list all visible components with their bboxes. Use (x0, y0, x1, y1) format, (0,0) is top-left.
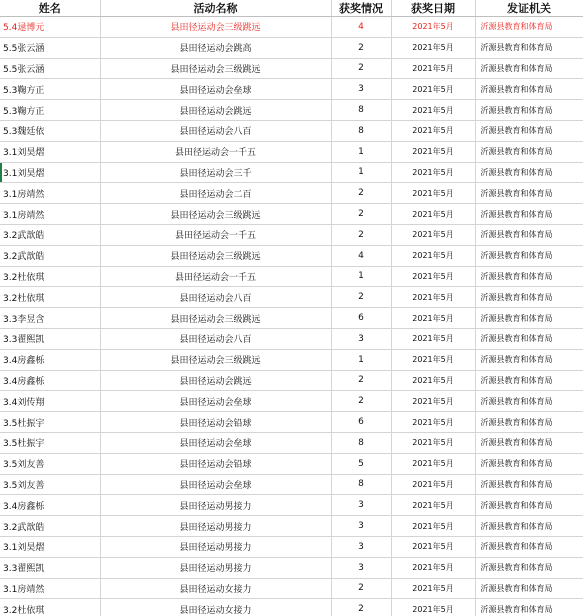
cell-date[interactable]: 2021年5月 (391, 349, 475, 370)
cell-name[interactable]: 3.2武歆皓 (0, 245, 100, 266)
cell-award[interactable]: 1 (331, 349, 391, 370)
table-row (0, 412, 583, 433)
cell-activity[interactable]: 县田径运动会一千五 (100, 266, 331, 287)
cell-issuer[interactable]: 沂源县教育和体育局 (475, 183, 583, 204)
cell-name[interactable]: 5.4逯博元 (0, 17, 100, 38)
cell-activity[interactable]: 县田径运动女接力 (100, 578, 331, 599)
cell-date[interactable]: 2021年5月 (391, 391, 475, 412)
cell-name[interactable]: 5.3鞠方正 (0, 79, 100, 100)
cell-date[interactable]: 2021年5月 (391, 17, 475, 38)
cell-issuer[interactable]: 沂源县教育和体育局 (475, 599, 583, 616)
cell-name[interactable]: 5.5张云涵 (0, 37, 100, 58)
cell-name[interactable]: 3.4房鑫栎 (0, 495, 100, 516)
cell-date[interactable]: 2021年5月 (391, 308, 475, 329)
cell-activity[interactable]: 县田径运动会垒球 (100, 391, 331, 412)
cell-issuer[interactable]: 沂源县教育和体育局 (475, 536, 583, 557)
cell-award[interactable]: 3 (331, 495, 391, 516)
cell-issuer[interactable]: 沂源县教育和体育局 (475, 245, 583, 266)
cell-activity[interactable]: 县田径运动会跳高 (100, 37, 331, 58)
table-row (0, 162, 583, 183)
cell-award[interactable]: 1 (331, 141, 391, 162)
table-row (0, 37, 583, 58)
cell-name[interactable]: 3.5杜振宇 (0, 432, 100, 453)
cell-award[interactable]: 8 (331, 120, 391, 141)
cell-name[interactable]: 3.2武歆皓 (0, 516, 100, 537)
cell-award[interactable]: 8 (331, 100, 391, 121)
cell-award[interactable]: 3 (331, 536, 391, 557)
table-row (0, 391, 583, 412)
cell-activity[interactable]: 县田径运动会八百 (100, 287, 331, 308)
cell-award[interactable]: 1 (331, 266, 391, 287)
cell-name[interactable]: 3.2武歆皓 (0, 224, 100, 245)
cell-issuer[interactable]: 沂源县教育和体育局 (475, 100, 583, 121)
cell-award[interactable]: 8 (331, 432, 391, 453)
cell-award[interactable]: 6 (331, 308, 391, 329)
table-row (0, 308, 583, 329)
cell-date[interactable]: 2021年5月 (391, 495, 475, 516)
cell-date[interactable]: 2021年5月 (391, 162, 475, 183)
cell-activity[interactable]: 县田径运动会一千五 (100, 224, 331, 245)
cell-award[interactable]: 2 (331, 204, 391, 225)
table-row (0, 599, 583, 616)
cell-date[interactable]: 2021年5月 (391, 183, 475, 204)
cell-date[interactable]: 2021年5月 (391, 432, 475, 453)
cell-issuer[interactable]: 沂源县教育和体育局 (475, 224, 583, 245)
cell-award[interactable]: 2 (331, 391, 391, 412)
cell-date[interactable]: 2021年5月 (391, 224, 475, 245)
cell-activity[interactable]: 县田径运动会一千五 (100, 141, 331, 162)
cell-award[interactable]: 2 (331, 370, 391, 391)
cell-award[interactable]: 3 (331, 79, 391, 100)
cell-activity[interactable]: 县田径运动会铅球 (100, 412, 331, 433)
cell-award[interactable]: 3 (331, 557, 391, 578)
cell-name[interactable]: 3.1刘昊熠 (0, 162, 100, 183)
table-row (0, 17, 583, 38)
table-row (0, 204, 583, 225)
cell-issuer[interactable]: 沂源县教育和体育局 (475, 287, 583, 308)
cell-date[interactable]: 2021年5月 (391, 204, 475, 225)
cell-name[interactable]: 3.1房靖然 (0, 204, 100, 225)
cell-award[interactable]: 2 (331, 287, 391, 308)
cell-name[interactable]: 3.2杜依琪 (0, 266, 100, 287)
cell-issuer[interactable]: 沂源县教育和体育局 (475, 17, 583, 38)
table-row (0, 432, 583, 453)
cell-activity[interactable]: 县田径运动男接力 (100, 536, 331, 557)
table-row (0, 100, 583, 121)
cell-activity[interactable]: 县田径运动女接力 (100, 599, 331, 616)
cell-name[interactable]: 3.5杜振宇 (0, 412, 100, 433)
cell-issuer[interactable]: 沂源县教育和体育局 (475, 349, 583, 370)
cell-activity[interactable]: 县田径运动会垒球 (100, 79, 331, 100)
header-name[interactable]: 姓名 (0, 0, 100, 17)
cell-award[interactable]: 8 (331, 474, 391, 495)
table-body (0, 17, 583, 616)
table-row (0, 578, 583, 599)
header-award[interactable]: 获奖情况 (331, 0, 391, 17)
cell-name[interactable]: 3.4刘传翔 (0, 391, 100, 412)
table-row (0, 536, 583, 557)
cell-date[interactable]: 2021年5月 (391, 100, 475, 121)
cell-date[interactable]: 2021年5月 (391, 453, 475, 474)
cell-name[interactable]: 3.4房鑫栎 (0, 349, 100, 370)
cell-activity[interactable]: 县田径运动男接力 (100, 557, 331, 578)
header-activity[interactable]: 活动名称 (100, 0, 331, 17)
table-row (0, 516, 583, 537)
cell-issuer[interactable]: 沂源县教育和体育局 (475, 474, 583, 495)
cell-date[interactable]: 2021年5月 (391, 412, 475, 433)
table-row (0, 266, 583, 287)
cell-date[interactable]: 2021年5月 (391, 474, 475, 495)
cell-award[interactable]: 6 (331, 412, 391, 433)
cell-issuer[interactable]: 沂源县教育和体育局 (475, 432, 583, 453)
cell-activity[interactable]: 县田径运动会八百 (100, 120, 331, 141)
cell-name[interactable]: 3.5刘友善 (0, 453, 100, 474)
table-row (0, 141, 583, 162)
cell-award[interactable]: 2 (331, 224, 391, 245)
table-row (0, 370, 583, 391)
cell-date[interactable]: 2021年5月 (391, 79, 475, 100)
cell-award[interactable]: 3 (331, 328, 391, 349)
cell-date[interactable]: 2021年5月 (391, 516, 475, 537)
table-row (0, 79, 583, 100)
cell-activity[interactable]: 县田径运动会三级跳远 (100, 58, 331, 79)
table-row (0, 349, 583, 370)
cell-name[interactable]: 3.1刘昊熠 (0, 141, 100, 162)
cell-activity[interactable]: 县田径运动会跳远 (100, 370, 331, 391)
cell-issuer[interactable]: 沂源县教育和体育局 (475, 578, 583, 599)
cell-date[interactable]: 2021年5月 (391, 141, 475, 162)
cell-activity[interactable]: 县田径运动会三级跳远 (100, 308, 331, 329)
table-row (0, 328, 583, 349)
cell-date[interactable]: 2021年5月 (391, 578, 475, 599)
cell-activity[interactable]: 县田径运动会三千 (100, 162, 331, 183)
cell-issuer[interactable]: 沂源县教育和体育局 (475, 120, 583, 141)
cell-date[interactable]: 2021年5月 (391, 536, 475, 557)
cell-name[interactable]: 3.1房靖然 (0, 578, 100, 599)
cell-issuer[interactable]: 沂源县教育和体育局 (475, 308, 583, 329)
cell-award[interactable]: 4 (331, 17, 391, 38)
cell-activity[interactable]: 县田径运动会三级跳远 (100, 349, 331, 370)
cell-award[interactable]: 3 (331, 516, 391, 537)
table-row (0, 183, 583, 204)
cell-name[interactable]: 3.5刘友善 (0, 474, 100, 495)
cell-name[interactable]: 5.3鞠方正 (0, 100, 100, 121)
cell-date[interactable]: 2021年5月 (391, 58, 475, 79)
table-row (0, 474, 583, 495)
table-row (0, 245, 583, 266)
table-row (0, 58, 583, 79)
cell-name[interactable]: 3.3翟熙凯 (0, 557, 100, 578)
cell-award[interactable]: 2 (331, 58, 391, 79)
header-date[interactable]: 获奖日期 (391, 0, 475, 17)
cell-award[interactable]: 2 (331, 599, 391, 616)
cell-activity[interactable]: 县田径运动会垒球 (100, 432, 331, 453)
header-row (0, 0, 583, 17)
cell-activity[interactable]: 县田径运动会三级跳远 (100, 245, 331, 266)
cell-activity[interactable]: 县田径运动会三级跳远 (100, 17, 331, 38)
cell-issuer[interactable]: 沂源县教育和体育局 (475, 141, 583, 162)
cell-award[interactable]: 1 (331, 162, 391, 183)
cell-award[interactable]: 2 (331, 37, 391, 58)
cell-award[interactable]: 5 (331, 453, 391, 474)
cell-issuer[interactable]: 沂源县教育和体育局 (475, 204, 583, 225)
cell-date[interactable]: 2021年5月 (391, 266, 475, 287)
table-row (0, 224, 583, 245)
cell-issuer[interactable]: 沂源县教育和体育局 (475, 266, 583, 287)
cell-date[interactable]: 2021年5月 (391, 245, 475, 266)
cell-issuer[interactable]: 沂源县教育和体育局 (475, 58, 583, 79)
cell-date[interactable]: 2021年5月 (391, 370, 475, 391)
cell-date[interactable]: 2021年5月 (391, 37, 475, 58)
table-row (0, 120, 583, 141)
cell-activity[interactable]: 县田径运动会垒球 (100, 474, 331, 495)
cell-activity[interactable]: 县田径运动男接力 (100, 516, 331, 537)
cell-name[interactable]: 3.2杜依琪 (0, 287, 100, 308)
cell-issuer[interactable]: 沂源县教育和体育局 (475, 412, 583, 433)
cell-name[interactable]: 3.3翟熙凯 (0, 328, 100, 349)
cell-award[interactable]: 2 (331, 183, 391, 204)
cell-award[interactable]: 4 (331, 245, 391, 266)
cell-issuer[interactable]: 沂源县教育和体育局 (475, 328, 583, 349)
cell-date[interactable]: 2021年5月 (391, 557, 475, 578)
cell-name[interactable]: 5.3魏廷依 (0, 120, 100, 141)
cell-activity[interactable]: 县田径运动会八百 (100, 328, 331, 349)
cell-name[interactable]: 5.5张云涵 (0, 58, 100, 79)
cell-date[interactable]: 2021年5月 (391, 599, 475, 616)
cell-award[interactable]: 2 (331, 578, 391, 599)
cell-name[interactable]: 3.2杜依琪 (0, 599, 100, 616)
cell-issuer[interactable]: 沂源县教育和体育局 (475, 162, 583, 183)
table-row (0, 495, 583, 516)
table-row (0, 287, 583, 308)
cell-issuer[interactable]: 沂源县教育和体育局 (475, 557, 583, 578)
cell-date[interactable]: 2021年5月 (391, 328, 475, 349)
cell-date[interactable]: 2021年5月 (391, 287, 475, 308)
cell-date[interactable]: 2021年5月 (391, 120, 475, 141)
cell-issuer[interactable]: 沂源县教育和体育局 (475, 453, 583, 474)
table-row (0, 453, 583, 474)
cell-issuer[interactable]: 沂源县教育和体育局 (475, 495, 583, 516)
table-row (0, 557, 583, 578)
cell-name[interactable]: 3.4房鑫栎 (0, 370, 100, 391)
cell-activity[interactable]: 县田径运动会二百 (100, 183, 331, 204)
cell-issuer[interactable]: 沂源县教育和体育局 (475, 79, 583, 100)
cell-name[interactable]: 3.3李昱含 (0, 308, 100, 329)
cell-activity[interactable]: 县田径运动男接力 (100, 495, 331, 516)
cell-name[interactable]: 3.1刘昊熠 (0, 536, 100, 557)
cell-issuer[interactable]: 沂源县教育和体育局 (475, 516, 583, 537)
cell-name[interactable]: 3.1房靖然 (0, 183, 100, 204)
cell-activity[interactable]: 县田径运动会三级跳远 (100, 204, 331, 225)
cell-activity[interactable]: 县田径运动会跳远 (100, 100, 331, 121)
cell-issuer[interactable]: 沂源县教育和体育局 (475, 37, 583, 58)
cell-issuer[interactable]: 沂源县教育和体育局 (475, 370, 583, 391)
header-issuer[interactable]: 发证机关 (475, 0, 583, 17)
cell-activity[interactable]: 县田径运动会铅球 (100, 453, 331, 474)
cell-issuer[interactable]: 沂源县教育和体育局 (475, 391, 583, 412)
